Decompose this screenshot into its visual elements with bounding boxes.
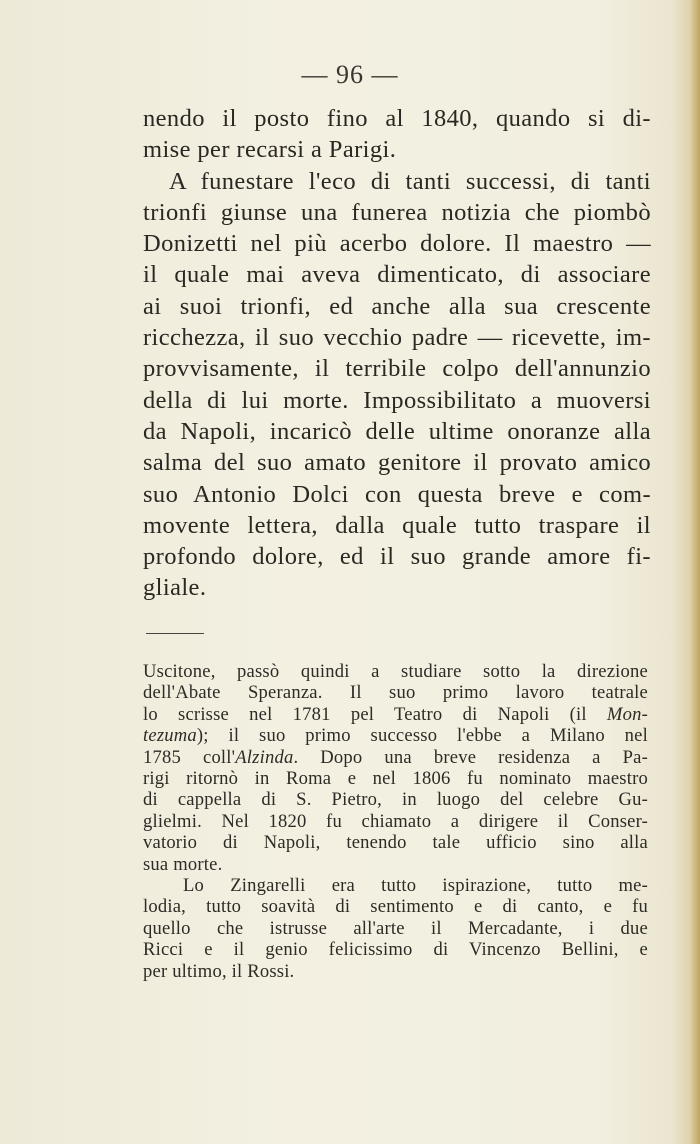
- text-line: A funestare l'eco di tanti successi, di tanti: [169, 167, 651, 195]
- text-line: ai suoi trionfi, ed anche alla sua crescente: [143, 292, 651, 320]
- footnote-line: Lo Zingarelli era tutto ispirazione, tutto me-: [183, 875, 648, 897]
- footnote-line: [143, 747, 648, 768]
- text-line: da Napoli, incaricò delle ultime onoranze alla: [143, 417, 651, 445]
- footnote-line: Uscitone, passò quindi a studiare sotto la direzione: [143, 661, 648, 682]
- footnote-line: per ultimo, il Rossi.: [143, 960, 295, 982]
- footnote-line: di cappella di S. Pietro, in luogo del celebre Gu-: [143, 789, 648, 811]
- text-line: profondo dolore, ed il suo grande amore fi-: [143, 543, 651, 571]
- footnote-line: quello che istrusse all'arte il Mercadante, i due: [143, 917, 648, 939]
- text-line: ricchezza, il suo vecchio padre — ricevette, im-: [143, 324, 651, 352]
- text-line: gliale.: [143, 574, 207, 602]
- footnote-line: [143, 725, 648, 746]
- footnote-line: rigi ritornò in Roma e nel 1806 fu nominato maestro: [143, 768, 648, 790]
- page-edge: [690, 0, 700, 1144]
- footnote-line: Ricci e il genio felicissimo di Vincenzo Bellini, e: [143, 939, 648, 961]
- text-line: il quale mai aveva dimenticato, di associare: [143, 261, 651, 289]
- text-line: movente lettera, dalla quale tutto traspare il: [143, 511, 651, 539]
- footnote-line: sua morte.: [143, 853, 223, 875]
- footnote-line: [143, 704, 648, 725]
- text-line: nendo il posto fino al 1840, quando si di-: [143, 105, 651, 132]
- text-line: della di lui morte. Impossibilitato a muoversi: [143, 386, 651, 414]
- main-text: [143, 103, 651, 604]
- text-line: provvisamente, il terribile colpo dell'annunzio: [143, 355, 651, 383]
- footnote-line: dell'Abate Speranza. Il suo primo lavoro teatrale: [143, 682, 648, 704]
- footnote-divider: [146, 633, 204, 634]
- opera-title: tezuma: [143, 725, 197, 747]
- opera-title: Alzinda: [235, 746, 294, 768]
- footnote-text: lo scrisse nel 1781 pel Teatro di Napoli (il: [143, 703, 607, 725]
- page-number: — 96 —: [301, 60, 399, 89]
- text-line: mise per recarsi a Parigi.: [143, 136, 397, 164]
- footnote-text: 1785 coll': [143, 746, 236, 768]
- footnote-line: glielmi. Nel 1820 fu chiamato a dirigere il Conser-: [143, 810, 648, 832]
- text-line: Donizetti nel più acerbo dolore. Il maestro —: [143, 230, 651, 258]
- text-line: salma del suo amato genitore il provato amico: [143, 449, 651, 477]
- footnote-text: ); il suo primo successo l'ebbe a Milano nel: [196, 725, 648, 747]
- footnote-line: lodia, tutto soavità di sentimento e di canto, e fu: [143, 896, 648, 918]
- footnote-line: vatorio di Napoli, tenendo tale ufficio sino alla: [143, 832, 648, 854]
- opera-title: Mon-: [606, 703, 648, 725]
- text-line: suo Antonio Dolci con questa breve e com-: [143, 480, 651, 508]
- footnote-text: . Dopo una breve residenza a Pa-: [293, 746, 648, 768]
- text-line: trionfi giunse una funerea notizia che piombò: [143, 198, 651, 226]
- footnotes: [143, 661, 648, 982]
